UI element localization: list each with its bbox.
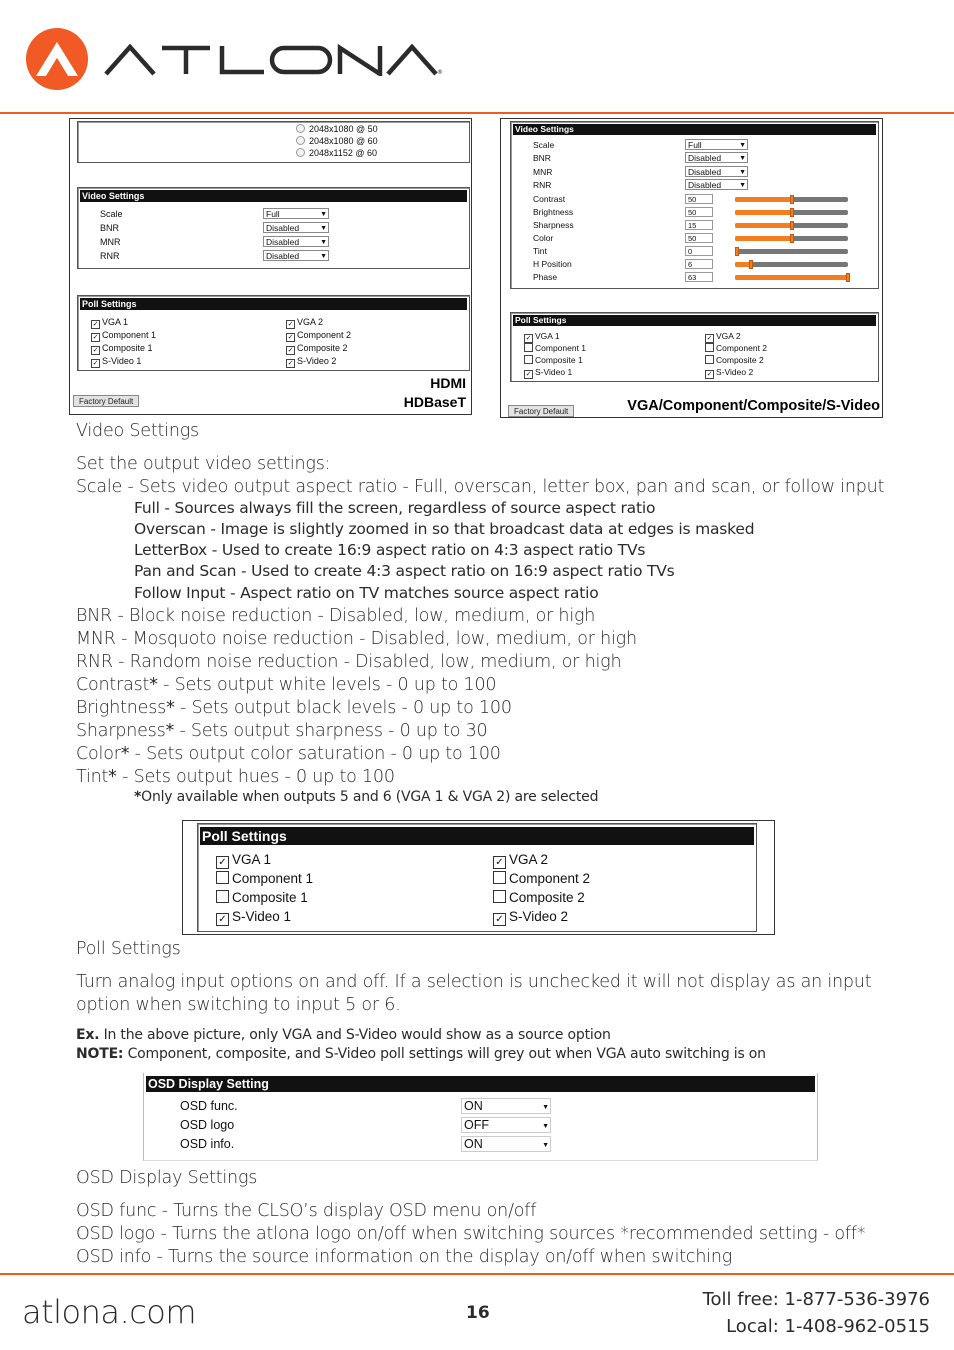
asterisk: * bbox=[165, 721, 175, 741]
scale-select[interactable] bbox=[263, 208, 329, 219]
h-position-slider[interactable] bbox=[735, 262, 848, 267]
osd-info-label: OSD info. bbox=[180, 1137, 235, 1151]
asterisk: * bbox=[120, 744, 130, 764]
tint-description bbox=[76, 767, 395, 787]
brightness-slider-handle[interactable] bbox=[790, 208, 794, 217]
poll-checkbox-svideo2[interactable] bbox=[705, 367, 753, 379]
mnr-select[interactable] bbox=[263, 236, 329, 247]
radio-icon bbox=[296, 136, 305, 145]
contrast-description bbox=[76, 675, 496, 695]
osd-settings-screenshot bbox=[143, 1073, 818, 1161]
vga-caption: VGA/Component/Composite/S-Video bbox=[627, 398, 880, 414]
sharpness-label: Sharpness bbox=[533, 220, 574, 230]
checkbox-icon: ✓ bbox=[493, 856, 506, 869]
h-position-label: H Position bbox=[533, 259, 572, 269]
sharpness-slider-fill bbox=[735, 223, 792, 228]
poll-checkbox-component1[interactable] bbox=[524, 343, 586, 353]
contrast-slider-fill bbox=[735, 197, 792, 202]
poll-checkbox-svideo1[interactable] bbox=[524, 367, 572, 379]
hdbaset-caption: HDBaseT bbox=[403, 394, 466, 410]
scale-option-follow: Follow Input - Aspect ratio on TV matches source aspect ratio bbox=[134, 584, 599, 602]
contrast-slider[interactable] bbox=[735, 197, 848, 202]
scale-value: Full bbox=[688, 140, 702, 150]
poll-description-line1: Turn analog input options on and off. If a selection is unchecked it will not display as an input bbox=[76, 972, 872, 992]
poll-checkbox-vga2[interactable] bbox=[493, 852, 548, 869]
bnr-value: Disabled bbox=[688, 153, 722, 163]
scale-select[interactable] bbox=[685, 139, 748, 150]
svg-text:®: ® bbox=[437, 69, 443, 76]
sharpness-term: Sharpness bbox=[76, 721, 166, 741]
poll-settings-box bbox=[510, 312, 879, 382]
sharpness-slider-handle[interactable] bbox=[790, 221, 794, 230]
resolution-label: 2048x1152 @ 60 bbox=[309, 148, 378, 158]
radio-icon bbox=[296, 148, 305, 157]
poll-label: Component 1 bbox=[102, 330, 157, 340]
chevron-down-icon: ▼ bbox=[542, 1142, 549, 1149]
checkbox-icon bbox=[493, 890, 506, 903]
checkbox-icon: ✓ bbox=[706, 335, 713, 342]
poll-checkbox-component1[interactable] bbox=[91, 330, 156, 342]
poll-checkbox-component1[interactable] bbox=[216, 871, 313, 886]
osd-func-value: ON bbox=[464, 1099, 483, 1113]
video-settings-title: Video Settings bbox=[80, 190, 467, 202]
bnr-description: BNR - Block noise reduction - Disabled, low, medium, or high bbox=[76, 606, 596, 626]
poll-checkbox-composite1[interactable] bbox=[216, 890, 308, 905]
chevron-down-icon: ▼ bbox=[739, 155, 746, 162]
color-description bbox=[76, 744, 501, 764]
scale-label: Scale bbox=[533, 140, 555, 150]
tint-text: - Sets output hues - 0 up to 100 bbox=[116, 767, 395, 787]
osd-settings-heading: OSD Display Settings bbox=[76, 1168, 258, 1188]
poll-label: Component 2 bbox=[716, 343, 768, 353]
poll-checkbox-vga1[interactable] bbox=[91, 317, 128, 329]
phase-label: Phase bbox=[533, 272, 558, 282]
mnr-label: MNR bbox=[533, 167, 553, 177]
tint-value-input[interactable]: 0 bbox=[685, 246, 713, 256]
poll-label: VGA 2 bbox=[716, 331, 741, 341]
osd-func-label: OSD func. bbox=[180, 1099, 238, 1113]
video-settings-intro: Set the output video settings: bbox=[76, 454, 331, 474]
osd-func-description: OSD func - Turns the CLSO’s display OSD menu on/off bbox=[76, 1201, 537, 1221]
checkbox-icon: ✓ bbox=[493, 913, 506, 926]
contrast-text: - Sets output white levels - 0 up to 100 bbox=[157, 675, 497, 695]
poll-label: Composite 2 bbox=[716, 355, 764, 365]
resolution-option[interactable] bbox=[296, 136, 378, 146]
osd-info-description: OSD info - Turns the source information on the display on/off when switching bbox=[76, 1247, 733, 1267]
checkbox-icon bbox=[705, 355, 714, 364]
header-divider bbox=[0, 112, 954, 114]
checkbox-icon: ✓ bbox=[287, 334, 294, 341]
checkbox-icon: ✓ bbox=[92, 334, 99, 341]
mnr-value: Disabled bbox=[266, 237, 300, 247]
poll-label: Component 1 bbox=[535, 343, 587, 353]
brightness-text: - Sets output black levels - 0 up to 100 bbox=[174, 698, 512, 718]
poll-label: VGA 1 bbox=[102, 317, 129, 327]
color-value-input[interactable]: 50 bbox=[685, 233, 713, 243]
color-slider-fill bbox=[735, 236, 792, 241]
color-label: Color bbox=[533, 233, 554, 243]
poll-label: Composite 1 bbox=[232, 890, 308, 905]
poll-label: Composite 2 bbox=[509, 890, 585, 905]
hdmi-settings-screenshot bbox=[69, 118, 472, 415]
asterisk-footnote bbox=[134, 789, 598, 805]
poll-checkbox-vga1[interactable] bbox=[524, 331, 560, 343]
sharpness-description bbox=[76, 721, 487, 741]
poll-checkbox-component2[interactable] bbox=[286, 330, 351, 342]
poll-checkbox-composite1[interactable] bbox=[524, 355, 583, 365]
toll-free-number: Toll free: 1-877-536-3976 bbox=[702, 1289, 930, 1310]
mnr-description: MNR - Mosquoto noise reduction - Disabled, low, medium, or high bbox=[76, 629, 637, 649]
footer-website: atlona.com bbox=[22, 1293, 197, 1331]
poll-settings-screenshot bbox=[182, 820, 775, 935]
poll-checkbox-vga2[interactable] bbox=[705, 331, 741, 343]
poll-checkbox-svideo1[interactable] bbox=[216, 909, 291, 926]
resolution-option[interactable] bbox=[296, 124, 378, 134]
asterisk: * bbox=[149, 675, 158, 695]
scale-label: Scale bbox=[100, 209, 123, 219]
hdmi-caption: HDMI bbox=[430, 375, 466, 391]
poll-checkbox-composite2[interactable] bbox=[286, 343, 348, 355]
contrast-label: Contrast bbox=[533, 194, 566, 204]
osd-func-select[interactable] bbox=[461, 1098, 551, 1114]
rnr-select[interactable] bbox=[685, 179, 748, 190]
bnr-select[interactable] bbox=[685, 152, 748, 163]
color-term: Color bbox=[76, 744, 121, 764]
chevron-down-icon: ▼ bbox=[320, 211, 327, 218]
rnr-label: RNR bbox=[533, 180, 552, 190]
poll-checkbox-svideo2[interactable] bbox=[493, 909, 568, 926]
osd-logo-value: OFF bbox=[464, 1118, 489, 1132]
poll-settings-title: Poll Settings bbox=[200, 827, 754, 845]
phase-slider-handle[interactable] bbox=[846, 273, 850, 282]
osd-logo-select[interactable] bbox=[461, 1117, 551, 1133]
poll-checkbox-composite2[interactable] bbox=[705, 355, 764, 365]
checkbox-icon: ✓ bbox=[216, 913, 229, 926]
asterisk: * bbox=[166, 698, 175, 718]
video-settings-box bbox=[77, 187, 470, 269]
asterisk: * bbox=[134, 789, 142, 805]
contrast-value-input[interactable]: 50 bbox=[685, 194, 713, 204]
scale-option-full: Full - Sources always fill the screen, regardless of source aspect ratio bbox=[134, 499, 656, 517]
factory-default-button[interactable]: Factory Default bbox=[73, 395, 139, 407]
mnr-label: MNR bbox=[100, 237, 121, 247]
color-slider[interactable] bbox=[735, 236, 848, 241]
checkbox-icon bbox=[216, 890, 229, 903]
poll-checkbox-vga1[interactable] bbox=[216, 852, 271, 869]
sharpness-slider[interactable] bbox=[735, 223, 848, 228]
example-label: Ex. bbox=[76, 1027, 100, 1043]
bnr-label: BNR bbox=[533, 153, 551, 163]
rnr-value: Disabled bbox=[688, 180, 722, 190]
chevron-down-icon: ▼ bbox=[320, 253, 327, 260]
h-position-slider-handle[interactable] bbox=[749, 260, 753, 269]
radio-icon bbox=[296, 124, 305, 133]
bnr-value: Disabled bbox=[266, 223, 300, 233]
brightness-label: Brightness bbox=[533, 207, 574, 217]
poll-settings-box bbox=[77, 295, 470, 371]
local-number: Local: 1-408-962-0515 bbox=[726, 1316, 930, 1337]
video-settings-heading: Video Settings bbox=[76, 421, 199, 441]
osd-info-select[interactable] bbox=[461, 1136, 551, 1152]
color-text: - Sets output color saturation - 0 up to 100 bbox=[129, 744, 501, 764]
asterisk: * bbox=[108, 767, 117, 787]
poll-label: VGA 2 bbox=[509, 852, 549, 867]
rnr-description: RNR - Random noise reduction - Disabled, low, medium, or high bbox=[76, 652, 622, 672]
resolution-list bbox=[77, 121, 470, 163]
vga-settings-screenshot bbox=[500, 118, 883, 418]
scale-description: Scale - Sets video output aspect ratio - Full, overscan, letter box, pan and scan, or follow input bbox=[76, 477, 885, 497]
atlona-logo-icon bbox=[22, 26, 92, 92]
chevron-down-icon: ▼ bbox=[739, 169, 746, 176]
poll-settings-title: Poll Settings bbox=[513, 315, 876, 326]
resolution-label: 2048x1080 @ 50 bbox=[309, 124, 378, 134]
poll-checkbox-svideo2[interactable] bbox=[286, 356, 336, 368]
poll-note bbox=[76, 1046, 766, 1062]
atlona-wordmark bbox=[104, 44, 444, 76]
phase-value-input[interactable]: 63 bbox=[685, 272, 713, 282]
checkbox-icon bbox=[524, 343, 533, 352]
resolution-label: 2048x1080 @ 60 bbox=[309, 136, 378, 146]
example-text: In the above picture, only VGA and S-Video would show as a source option bbox=[99, 1027, 611, 1043]
poll-label: S-Video 2 bbox=[716, 367, 754, 377]
poll-settings-heading: Poll Settings bbox=[76, 939, 181, 959]
sharpness-value-input[interactable]: 15 bbox=[685, 220, 713, 230]
osd-logo-label: OSD logo bbox=[180, 1118, 235, 1132]
factory-default-button[interactable]: Factory Default bbox=[508, 405, 574, 417]
poll-label: S-Video 2 bbox=[509, 909, 569, 924]
tint-label: Tint bbox=[533, 246, 547, 256]
rnr-value: Disabled bbox=[266, 251, 300, 261]
osd-settings-title: OSD Display Setting bbox=[146, 1076, 815, 1092]
note-label: NOTE: bbox=[76, 1046, 124, 1062]
mnr-value: Disabled bbox=[688, 167, 722, 177]
scale-option-panscan: Pan and Scan - Used to create 4:3 aspect ratio on 16:9 aspect ratio TVs bbox=[134, 562, 675, 580]
chevron-down-icon: ▼ bbox=[739, 182, 746, 189]
checkbox-icon: ✓ bbox=[525, 335, 532, 342]
bnr-select[interactable] bbox=[263, 222, 329, 233]
rnr-select[interactable] bbox=[263, 250, 329, 261]
h-position-value-input[interactable]: 6 bbox=[685, 259, 713, 269]
checkbox-icon: ✓ bbox=[287, 347, 294, 354]
video-settings-title: Video Settings bbox=[513, 124, 876, 135]
checkbox-icon: ✓ bbox=[216, 856, 229, 869]
checkbox-icon: ✓ bbox=[92, 347, 99, 354]
rnr-label: RNR bbox=[100, 251, 120, 261]
bnr-label: BNR bbox=[100, 223, 120, 233]
poll-label: VGA 1 bbox=[535, 331, 560, 341]
poll-label: S-Video 1 bbox=[102, 356, 142, 366]
scale-option-overscan: Overscan - Image is slightly zoomed in so that broadcast data at edges is masked bbox=[134, 520, 755, 538]
brightness-description bbox=[76, 698, 512, 718]
checkbox-icon: ✓ bbox=[92, 321, 99, 328]
tint-term: Tint bbox=[76, 767, 109, 787]
osd-logo-description: OSD logo - Turns the atlona logo on/off when switching sources *recommended setting - off* bbox=[76, 1224, 866, 1244]
brightness-term: Brightness bbox=[76, 698, 167, 718]
poll-description-line2: option when switching to input 5 or 6. bbox=[76, 995, 401, 1015]
brightness-value-input[interactable]: 50 bbox=[685, 207, 713, 217]
chevron-down-icon: ▼ bbox=[542, 1123, 549, 1130]
poll-checkbox-component2[interactable] bbox=[493, 871, 590, 886]
checkbox-icon bbox=[493, 871, 506, 884]
checkbox-icon bbox=[216, 871, 229, 884]
checkbox-icon bbox=[705, 343, 714, 352]
poll-label: Composite 1 bbox=[535, 355, 583, 365]
poll-checkbox-composite1[interactable] bbox=[91, 343, 153, 355]
sharpness-text: - Sets output sharpness - 0 up to 30 bbox=[174, 721, 488, 741]
checkbox-icon bbox=[524, 355, 533, 364]
brightness-slider[interactable] bbox=[735, 210, 848, 215]
page-number: 16 bbox=[466, 1303, 490, 1323]
poll-checkbox-svideo1[interactable] bbox=[91, 356, 141, 368]
osd-info-value: ON bbox=[464, 1137, 483, 1151]
tint-slider[interactable] bbox=[735, 249, 848, 254]
tint-slider-handle[interactable] bbox=[735, 247, 739, 256]
scale-value: Full bbox=[266, 209, 280, 219]
poll-label: Composite 1 bbox=[102, 343, 153, 353]
chevron-down-icon: ▼ bbox=[320, 225, 327, 232]
checkbox-icon: ✓ bbox=[706, 371, 713, 378]
poll-checkbox-composite2[interactable] bbox=[493, 890, 585, 905]
checkbox-icon: ✓ bbox=[287, 360, 294, 367]
footer-divider bbox=[0, 1273, 954, 1275]
scale-option-letterbox: LetterBox - Used to create 16:9 aspect ratio on 4:3 aspect ratio TVs bbox=[134, 541, 646, 559]
video-settings-box bbox=[510, 121, 879, 289]
poll-label: S-Video 2 bbox=[297, 356, 337, 366]
chevron-down-icon: ▼ bbox=[542, 1104, 549, 1111]
contrast-slider-handle[interactable] bbox=[790, 195, 794, 204]
poll-label: Component 1 bbox=[232, 871, 314, 886]
poll-label: S-Video 1 bbox=[232, 909, 292, 924]
checkbox-icon: ✓ bbox=[92, 360, 99, 367]
phase-slider-fill bbox=[735, 275, 848, 280]
checkbox-icon: ✓ bbox=[287, 321, 294, 328]
color-slider-handle[interactable] bbox=[790, 234, 794, 243]
contrast-term: Contrast bbox=[76, 675, 150, 695]
mnr-select[interactable] bbox=[685, 166, 748, 177]
poll-label: VGA 2 bbox=[297, 317, 324, 327]
chevron-down-icon: ▼ bbox=[320, 239, 327, 246]
poll-label: VGA 1 bbox=[232, 852, 272, 867]
note-text: Component, composite, and S-Video poll settings will grey out when VGA auto switching is on bbox=[123, 1046, 766, 1062]
checkbox-icon: ✓ bbox=[525, 371, 532, 378]
chevron-down-icon: ▼ bbox=[739, 142, 746, 149]
poll-label: Component 2 bbox=[297, 330, 352, 340]
phase-slider[interactable] bbox=[735, 275, 848, 280]
poll-checkbox-component2[interactable] bbox=[705, 343, 767, 353]
poll-label: Component 2 bbox=[509, 871, 591, 886]
footnote-text: Only available when outputs 5 and 6 (VGA 1 & VGA 2) are selected bbox=[141, 789, 599, 805]
poll-settings-title: Poll Settings bbox=[80, 298, 467, 310]
brightness-slider-fill bbox=[735, 210, 792, 215]
poll-label: Composite 2 bbox=[297, 343, 348, 353]
poll-label: S-Video 1 bbox=[535, 367, 573, 377]
poll-example bbox=[76, 1027, 611, 1043]
resolution-option[interactable] bbox=[296, 148, 377, 158]
poll-settings-box bbox=[197, 823, 757, 932]
poll-checkbox-vga2[interactable] bbox=[286, 317, 323, 329]
